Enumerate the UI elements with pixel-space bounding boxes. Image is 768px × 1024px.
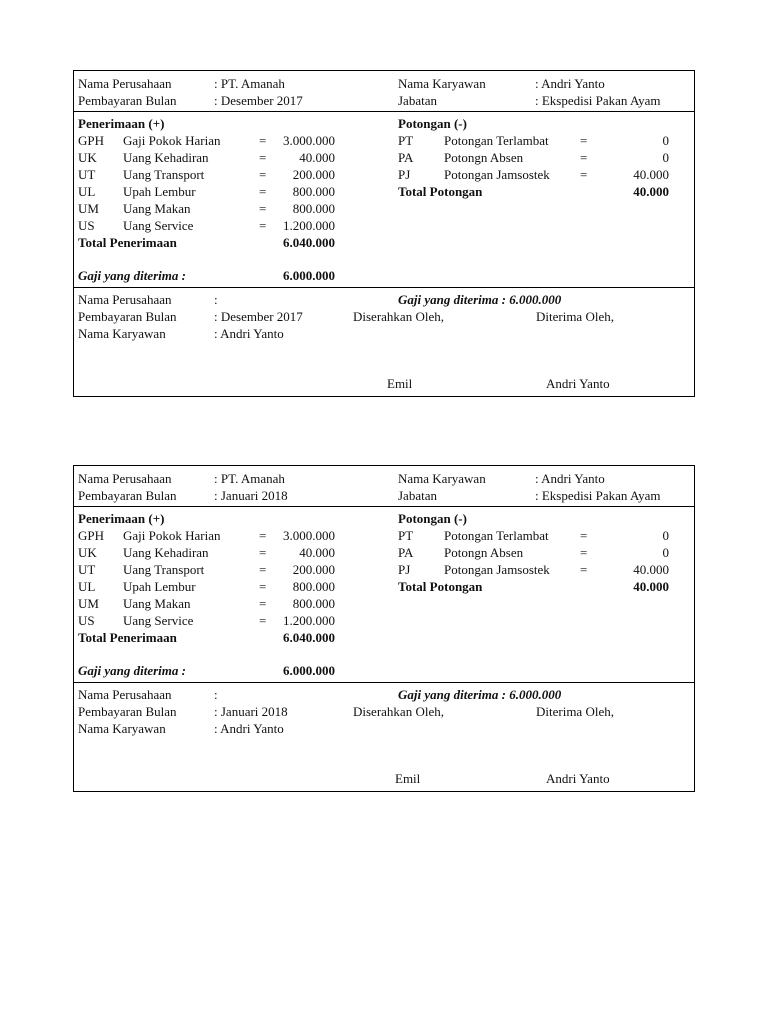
item-equals: = bbox=[580, 167, 588, 182]
item-name: Uang Transport bbox=[123, 167, 205, 182]
potongan-header: Potongan (-) bbox=[398, 511, 467, 526]
item-code: UM bbox=[78, 201, 99, 216]
item-code: PA bbox=[398, 545, 414, 560]
item-value: 800.000 bbox=[292, 579, 335, 594]
item-value: 40.000 bbox=[633, 562, 669, 577]
item-equals: = bbox=[580, 562, 588, 577]
item-name: Uang Kehadiran bbox=[123, 545, 209, 560]
item-code: UK bbox=[78, 545, 97, 560]
item-value: 1.200.000 bbox=[283, 218, 335, 233]
item-equals: = bbox=[580, 528, 588, 543]
item-value: 800.000 bbox=[292, 596, 335, 611]
item-name: Potongan Terlambat bbox=[444, 528, 549, 543]
footer-label-nama-karyawan: Nama Karyawan bbox=[78, 326, 166, 341]
total-potongan-value: 40.000 bbox=[633, 579, 669, 594]
total-penerimaan-label: Total Penerimaan bbox=[78, 235, 177, 250]
diterima-oleh-label: Diterima Oleh, bbox=[536, 309, 614, 324]
label-nama-perusahaan: Nama Perusahaan bbox=[78, 76, 172, 91]
label-pembayaran-bulan: Pembayaran Bulan bbox=[78, 93, 177, 108]
item-equals: = bbox=[259, 579, 267, 594]
item-code: UK bbox=[78, 150, 97, 165]
item-value: 40.000 bbox=[299, 150, 335, 165]
divider bbox=[74, 287, 694, 288]
item-value: 0 bbox=[662, 528, 669, 543]
payslip-desember-2017 bbox=[73, 70, 695, 397]
item-name: Upah Lembur bbox=[123, 579, 196, 594]
signer-right: Andri Yanto bbox=[546, 771, 610, 786]
footer-label-nama-karyawan: Nama Karyawan bbox=[78, 721, 166, 736]
item-code: GPH bbox=[78, 528, 105, 543]
item-name: Uang Service bbox=[123, 218, 194, 233]
item-equals: = bbox=[259, 150, 267, 165]
footer-value-pembayaran-bulan: : Desember 2017 bbox=[214, 309, 303, 324]
footer-label-pembayaran-bulan: Pembayaran Bulan bbox=[78, 309, 177, 324]
value-jabatan: : Ekspedisi Pakan Ayam bbox=[535, 93, 661, 108]
item-code: US bbox=[78, 218, 95, 233]
total-penerimaan-label: Total Penerimaan bbox=[78, 630, 177, 645]
item-equals: = bbox=[259, 184, 267, 199]
total-potongan-label: Total Potongan bbox=[398, 579, 483, 594]
value-pembayaran-bulan: : Januari 2018 bbox=[214, 488, 288, 503]
item-value: 40.000 bbox=[633, 167, 669, 182]
diserahkan-oleh-label: Diserahkan Oleh, bbox=[353, 309, 444, 324]
item-name: Uang Service bbox=[123, 613, 194, 628]
item-value: 800.000 bbox=[292, 201, 335, 216]
total-potongan-label: Total Potongan bbox=[398, 184, 483, 199]
label-pembayaran-bulan: Pembayaran Bulan bbox=[78, 488, 177, 503]
item-name: Potongn Absen bbox=[444, 150, 524, 165]
item-equals: = bbox=[580, 545, 588, 560]
item-code: UL bbox=[78, 184, 96, 199]
item-code: GPH bbox=[78, 133, 105, 148]
item-name: Potongan Jamsostek bbox=[444, 562, 550, 577]
item-value: 800.000 bbox=[292, 184, 335, 199]
penerimaan-header: Penerimaan (+) bbox=[78, 511, 165, 526]
item-equals: = bbox=[580, 150, 588, 165]
total-potongan-value: 40.000 bbox=[633, 184, 669, 199]
item-equals: = bbox=[259, 201, 267, 216]
item-code: UL bbox=[78, 579, 96, 594]
item-name: Potongan Jamsostek bbox=[444, 167, 550, 182]
label-nama-perusahaan: Nama Perusahaan bbox=[78, 471, 172, 486]
item-name: Potongan Terlambat bbox=[444, 133, 549, 148]
label-nama-karyawan: Nama Karyawan bbox=[398, 76, 486, 91]
footer-value-nama-karyawan: : Andri Yanto bbox=[214, 326, 284, 341]
item-code: US bbox=[78, 613, 95, 628]
label-jabatan: Jabatan bbox=[398, 93, 437, 108]
item-name: Gaji Pokok Harian bbox=[123, 133, 221, 148]
footer-label-nama-perusahaan: Nama Perusahaan bbox=[78, 687, 172, 702]
divider bbox=[74, 111, 694, 112]
item-equals: = bbox=[259, 167, 267, 182]
item-code: UT bbox=[78, 167, 96, 182]
item-code: PT bbox=[398, 133, 414, 148]
item-value: 40.000 bbox=[299, 545, 335, 560]
item-value: 3.000.000 bbox=[283, 133, 335, 148]
total-penerimaan-value: 6.040.000 bbox=[283, 235, 335, 250]
footer-value-nama-karyawan: : Andri Yanto bbox=[214, 721, 284, 736]
item-equals: = bbox=[259, 613, 267, 628]
diterima-oleh-label: Diterima Oleh, bbox=[536, 704, 614, 719]
total-penerimaan-value: 6.040.000 bbox=[283, 630, 335, 645]
item-code: PJ bbox=[398, 167, 411, 182]
item-equals: = bbox=[259, 545, 267, 560]
value-pembayaran-bulan: : Desember 2017 bbox=[214, 93, 303, 108]
item-name: Uang Makan bbox=[123, 596, 191, 611]
item-value: 200.000 bbox=[292, 562, 335, 577]
item-code: UT bbox=[78, 562, 96, 577]
gaji-diterima-value: 6.000.000 bbox=[283, 663, 335, 678]
value-nama-karyawan: : Andri Yanto bbox=[535, 76, 605, 91]
divider bbox=[74, 506, 694, 507]
item-code: UM bbox=[78, 596, 99, 611]
footer-gaji-diterima: Gaji yang diterima : 6.000.000 bbox=[398, 292, 562, 307]
label-jabatan: Jabatan bbox=[398, 488, 437, 503]
item-name: Uang Transport bbox=[123, 562, 205, 577]
item-equals: = bbox=[259, 562, 267, 577]
item-name: Gaji Pokok Harian bbox=[123, 528, 221, 543]
footer-value-nama-perusahaan: : bbox=[214, 292, 218, 307]
diserahkan-oleh-label: Diserahkan Oleh, bbox=[353, 704, 444, 719]
item-value: 0 bbox=[662, 133, 669, 148]
payslip-januari-2018 bbox=[73, 465, 695, 792]
gaji-diterima-label: Gaji yang diterima : bbox=[78, 268, 186, 283]
footer-label-pembayaran-bulan: Pembayaran Bulan bbox=[78, 704, 177, 719]
item-value: 0 bbox=[662, 150, 669, 165]
label-nama-karyawan: Nama Karyawan bbox=[398, 471, 486, 486]
gaji-diterima-value: 6.000.000 bbox=[283, 268, 335, 283]
footer-gaji-diterima: Gaji yang diterima : 6.000.000 bbox=[398, 687, 562, 702]
value-nama-perusahaan: : PT. Amanah bbox=[214, 76, 285, 91]
value-nama-perusahaan: : PT. Amanah bbox=[214, 471, 285, 486]
footer-value-pembayaran-bulan: : Januari 2018 bbox=[214, 704, 288, 719]
signer-left: Emil bbox=[395, 771, 421, 786]
item-name: Uang Makan bbox=[123, 201, 191, 216]
potongan-header: Potongan (-) bbox=[398, 116, 467, 131]
signer-left: Emil bbox=[387, 376, 413, 391]
gaji-diterima-label: Gaji yang diterima : bbox=[78, 663, 186, 678]
value-jabatan: : Ekspedisi Pakan Ayam bbox=[535, 488, 661, 503]
item-equals: = bbox=[580, 133, 588, 148]
footer-label-nama-perusahaan: Nama Perusahaan bbox=[78, 292, 172, 307]
item-equals: = bbox=[259, 218, 267, 233]
item-code: PA bbox=[398, 150, 414, 165]
item-code: PJ bbox=[398, 562, 411, 577]
item-code: PT bbox=[398, 528, 414, 543]
item-value: 0 bbox=[662, 545, 669, 560]
item-name: Upah Lembur bbox=[123, 184, 196, 199]
item-value: 200.000 bbox=[292, 167, 335, 182]
signer-right: Andri Yanto bbox=[546, 376, 610, 391]
item-name: Uang Kehadiran bbox=[123, 150, 209, 165]
divider bbox=[74, 682, 694, 683]
item-value: 3.000.000 bbox=[283, 528, 335, 543]
item-equals: = bbox=[259, 596, 267, 611]
value-nama-karyawan: : Andri Yanto bbox=[535, 471, 605, 486]
item-name: Potongn Absen bbox=[444, 545, 524, 560]
item-value: 1.200.000 bbox=[283, 613, 335, 628]
item-equals: = bbox=[259, 528, 267, 543]
footer-value-nama-perusahaan: : bbox=[214, 687, 218, 702]
penerimaan-header: Penerimaan (+) bbox=[78, 116, 165, 131]
item-equals: = bbox=[259, 133, 267, 148]
